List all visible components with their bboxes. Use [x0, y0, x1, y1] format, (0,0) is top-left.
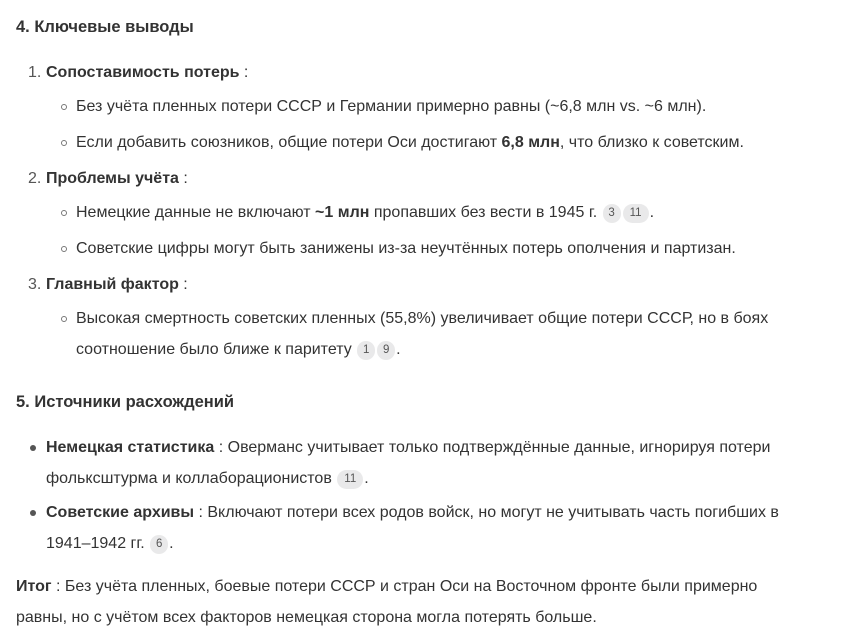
- sub-list: [16, 197, 836, 264]
- key-findings-list: [16, 269, 836, 300]
- source-title: Немецкая статистика: [46, 439, 215, 456]
- finding-item: 2. Проблемы учёта :: [16, 163, 836, 194]
- sub-list-item: Высокая смертность советских пленных (55,8%) увеличивает общие потери СССР, но в боях соотношение было ближе к паритету 1 9 .: [76, 303, 836, 365]
- citation-badge[interactable]: 9: [377, 341, 395, 360]
- source-item: Немецкая статистика : Оверманс учитывает только подтверждённые данные, игнорируя потери фольксштурма и коллаборационистов 11 .: [46, 432, 836, 494]
- document-body: [16, 12, 836, 633]
- citation-badge[interactable]: 6: [150, 535, 168, 554]
- source-title: Советские архивы: [46, 504, 195, 521]
- list-number: 2.: [28, 170, 42, 187]
- sub-list-item: Без учёта пленных потери СССР и Германии примерно равны (~6,8 млн vs. ~6 млн).: [76, 91, 836, 122]
- citation-badge[interactable]: 1: [357, 341, 375, 360]
- sub-list: [16, 303, 836, 365]
- citation-badge[interactable]: 11: [337, 470, 363, 489]
- section-heading-key-findings: 4. Ключевые выводы: [16, 18, 194, 36]
- list-number: 1.: [28, 64, 42, 81]
- finding-title: Проблемы учёта: [46, 170, 179, 187]
- sub-list-item: Если добавить союзников, общие потери Оси достигают 6,8 млн, что близко к советским.: [76, 127, 836, 158]
- sources-list: [16, 432, 836, 559]
- key-findings-list: [16, 163, 836, 194]
- list-number: 3.: [28, 276, 42, 293]
- section-heading-sources: 5. Источники расхождений: [16, 393, 235, 411]
- sub-list-item: Советские цифры могут быть занижены из-за неучтённых потерь ополчения и партизан.: [76, 233, 836, 264]
- source-item: Советские архивы : Включают потери всех родов войск, но могут не учитывать часть погибших в 1941–1942 гг. 6 .: [46, 497, 836, 559]
- summary-label: Итог: [16, 578, 52, 595]
- citation-badge[interactable]: 11: [623, 204, 649, 223]
- finding-title: Главный фактор: [46, 276, 179, 293]
- finding-item: 3. Главный фактор :: [16, 269, 836, 300]
- key-findings-list: [16, 57, 836, 88]
- summary-paragraph: Итог : Без учёта пленных, боевые потери СССР и стран Оси на Восточном фронте были примерно равны, но с учётом всех факторов немецкая сторона могла потерять больше.: [16, 578, 758, 626]
- finding-item: 1. Сопоставимость потерь :: [16, 57, 836, 88]
- finding-title: Сопоставимость потерь: [46, 64, 240, 81]
- sub-list: [16, 91, 836, 158]
- citation-badge[interactable]: 3: [603, 204, 621, 223]
- sub-list-item: Немецкие данные не включают ~1 млн пропавших без вести в 1945 г. 3 11 .: [76, 197, 836, 228]
